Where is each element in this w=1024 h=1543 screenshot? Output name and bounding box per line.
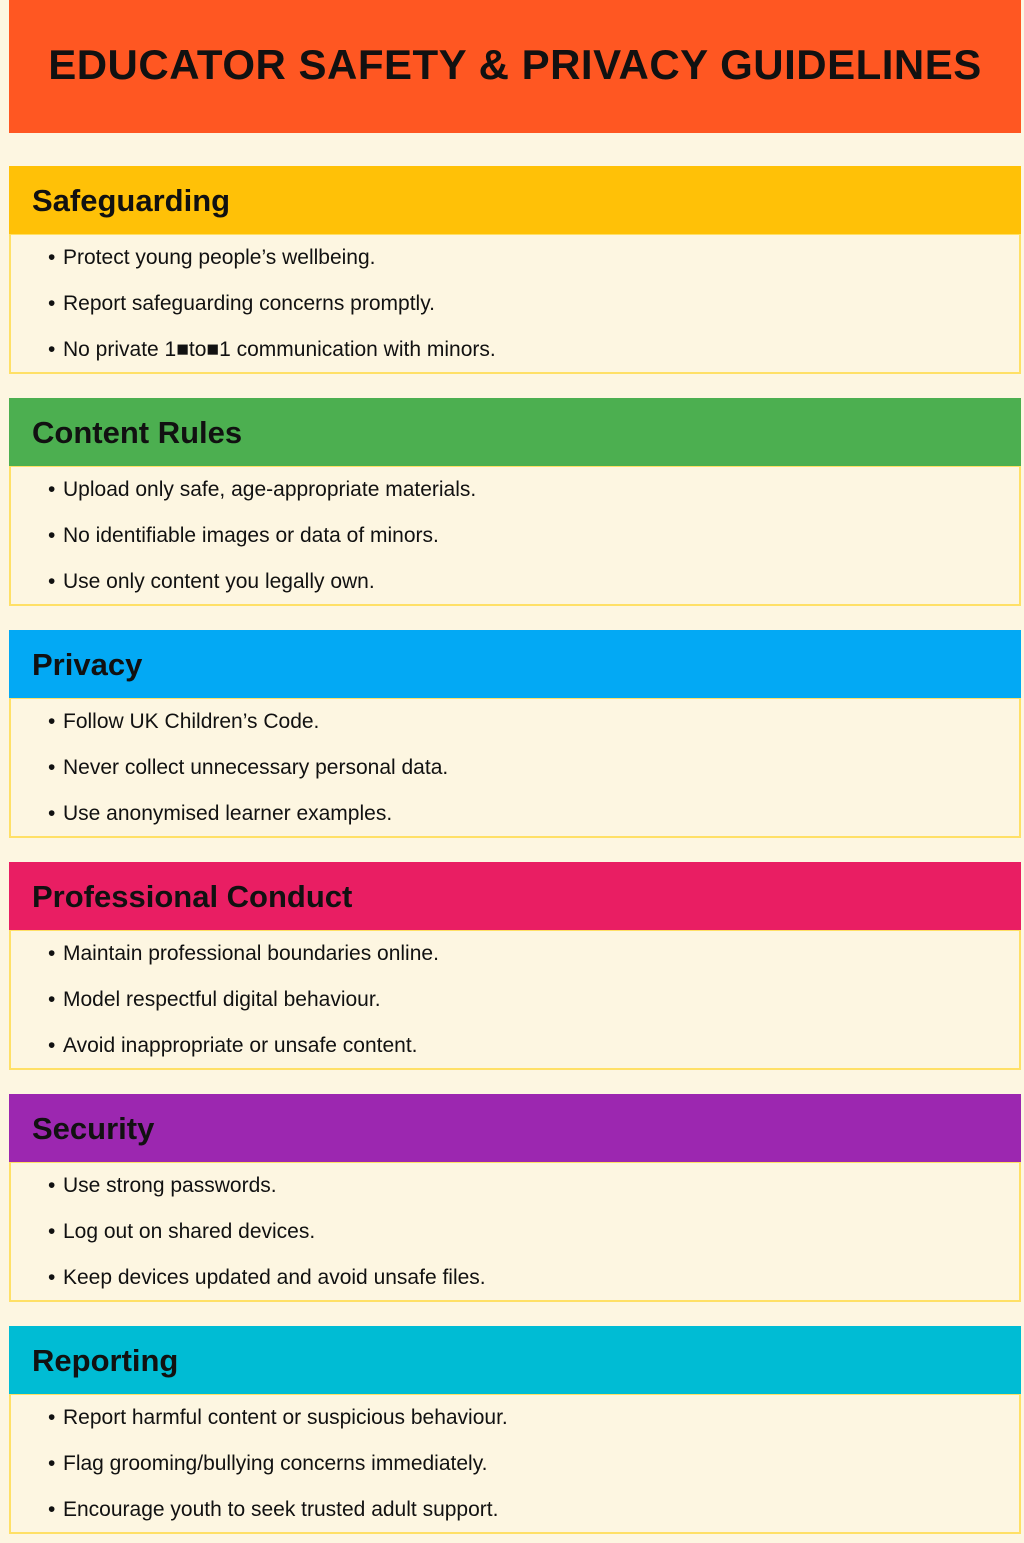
bullet-icon: • <box>48 756 56 779</box>
bullet-icon: • <box>48 1034 56 1057</box>
list-item <box>11 337 1019 383</box>
bullet-list <box>11 1173 1019 1311</box>
bullet-icon: • <box>48 478 56 501</box>
list-item <box>11 523 1019 569</box>
bullet-list <box>11 1405 1019 1543</box>
bullet-icon: • <box>48 710 56 733</box>
section-header <box>9 630 1021 698</box>
section-body <box>9 1162 1021 1302</box>
bullet-icon: • <box>48 338 56 361</box>
section-body <box>9 234 1021 374</box>
list-item-text: Model respectful digital behaviour. <box>63 988 381 1011</box>
bullet-list <box>11 477 1019 615</box>
section-header <box>9 1326 1021 1394</box>
list-item <box>11 569 1019 615</box>
list-item-text: Use only content you legally own. <box>63 570 375 593</box>
list-item-text: No private 1■to■1 communication with minors. <box>63 338 496 361</box>
list-item-text: Encourage youth to seek trusted adult support. <box>63 1498 499 1521</box>
list-item <box>11 245 1019 291</box>
bullet-icon: • <box>48 802 56 825</box>
section-body <box>9 1394 1021 1534</box>
list-item <box>11 1265 1019 1311</box>
section-header <box>9 1094 1021 1162</box>
list-item-text: Report safeguarding concerns promptly. <box>63 292 435 315</box>
bullet-icon: • <box>48 1220 56 1243</box>
bullet-icon: • <box>48 1406 56 1429</box>
bullet-icon: • <box>48 942 56 965</box>
list-item <box>11 1405 1019 1451</box>
list-item <box>11 1033 1019 1079</box>
page-header <box>9 0 1021 133</box>
list-item-text: Maintain professional boundaries online. <box>63 942 439 965</box>
list-item <box>11 1173 1019 1219</box>
section-reporting <box>9 1326 1021 1534</box>
list-item <box>11 1497 1019 1543</box>
section-content-rules <box>9 398 1021 606</box>
section-title: Privacy <box>32 647 143 682</box>
bullet-icon: • <box>48 988 56 1011</box>
list-item <box>11 1451 1019 1497</box>
page-title: EDUCATOR SAFETY & PRIVACY GUIDELINES <box>48 40 982 88</box>
bullet-icon: • <box>48 1498 56 1521</box>
list-item <box>11 987 1019 1033</box>
section-professional-conduct <box>9 862 1021 1070</box>
list-item-text: Avoid inappropriate or unsafe content. <box>63 1034 418 1057</box>
section-title: Reporting <box>32 1343 179 1378</box>
section-body <box>9 930 1021 1070</box>
section-body <box>9 698 1021 838</box>
list-item <box>11 1219 1019 1265</box>
list-item-text: Never collect unnecessary personal data. <box>63 756 449 779</box>
section-body <box>9 466 1021 606</box>
bullet-icon: • <box>48 1452 56 1475</box>
list-item-text: Follow UK Children’s Code. <box>63 710 320 733</box>
list-item-text: No identifiable images or data of minors. <box>63 524 439 547</box>
list-item-text: Use strong passwords. <box>63 1174 277 1197</box>
section-header <box>9 398 1021 466</box>
section-title: Content Rules <box>32 415 243 450</box>
list-item-text: Flag grooming/bullying concerns immediately. <box>63 1452 488 1475</box>
bullet-icon: • <box>48 246 56 269</box>
list-item-text: Upload only safe, age-appropriate materials. <box>63 478 477 501</box>
bullet-icon: • <box>48 570 56 593</box>
list-item <box>11 801 1019 847</box>
bullet-list <box>11 941 1019 1079</box>
section-title: Security <box>32 1111 155 1146</box>
bullet-icon: • <box>48 1174 56 1197</box>
list-item <box>11 709 1019 755</box>
section-title: Professional Conduct <box>32 879 353 914</box>
list-item-text: Use anonymised learner examples. <box>63 802 393 825</box>
section-privacy <box>9 630 1021 838</box>
list-item-text: Report harmful content or suspicious behaviour. <box>63 1406 508 1429</box>
section-header <box>9 862 1021 930</box>
section-title: Safeguarding <box>32 183 231 218</box>
list-item-text: Keep devices updated and avoid unsafe files. <box>63 1266 486 1289</box>
section-header <box>9 166 1021 234</box>
section-safeguarding <box>9 166 1021 374</box>
list-item <box>11 477 1019 523</box>
bullet-icon: • <box>48 1266 56 1289</box>
list-item <box>11 755 1019 801</box>
bullet-icon: • <box>48 292 56 315</box>
bullet-list <box>11 245 1019 383</box>
bullet-list <box>11 709 1019 847</box>
section-security <box>9 1094 1021 1302</box>
bullet-icon: • <box>48 524 56 547</box>
list-item-text: Log out on shared devices. <box>63 1220 316 1243</box>
list-item <box>11 291 1019 337</box>
list-item-text: Protect young people’s wellbeing. <box>63 246 376 269</box>
list-item <box>11 941 1019 987</box>
